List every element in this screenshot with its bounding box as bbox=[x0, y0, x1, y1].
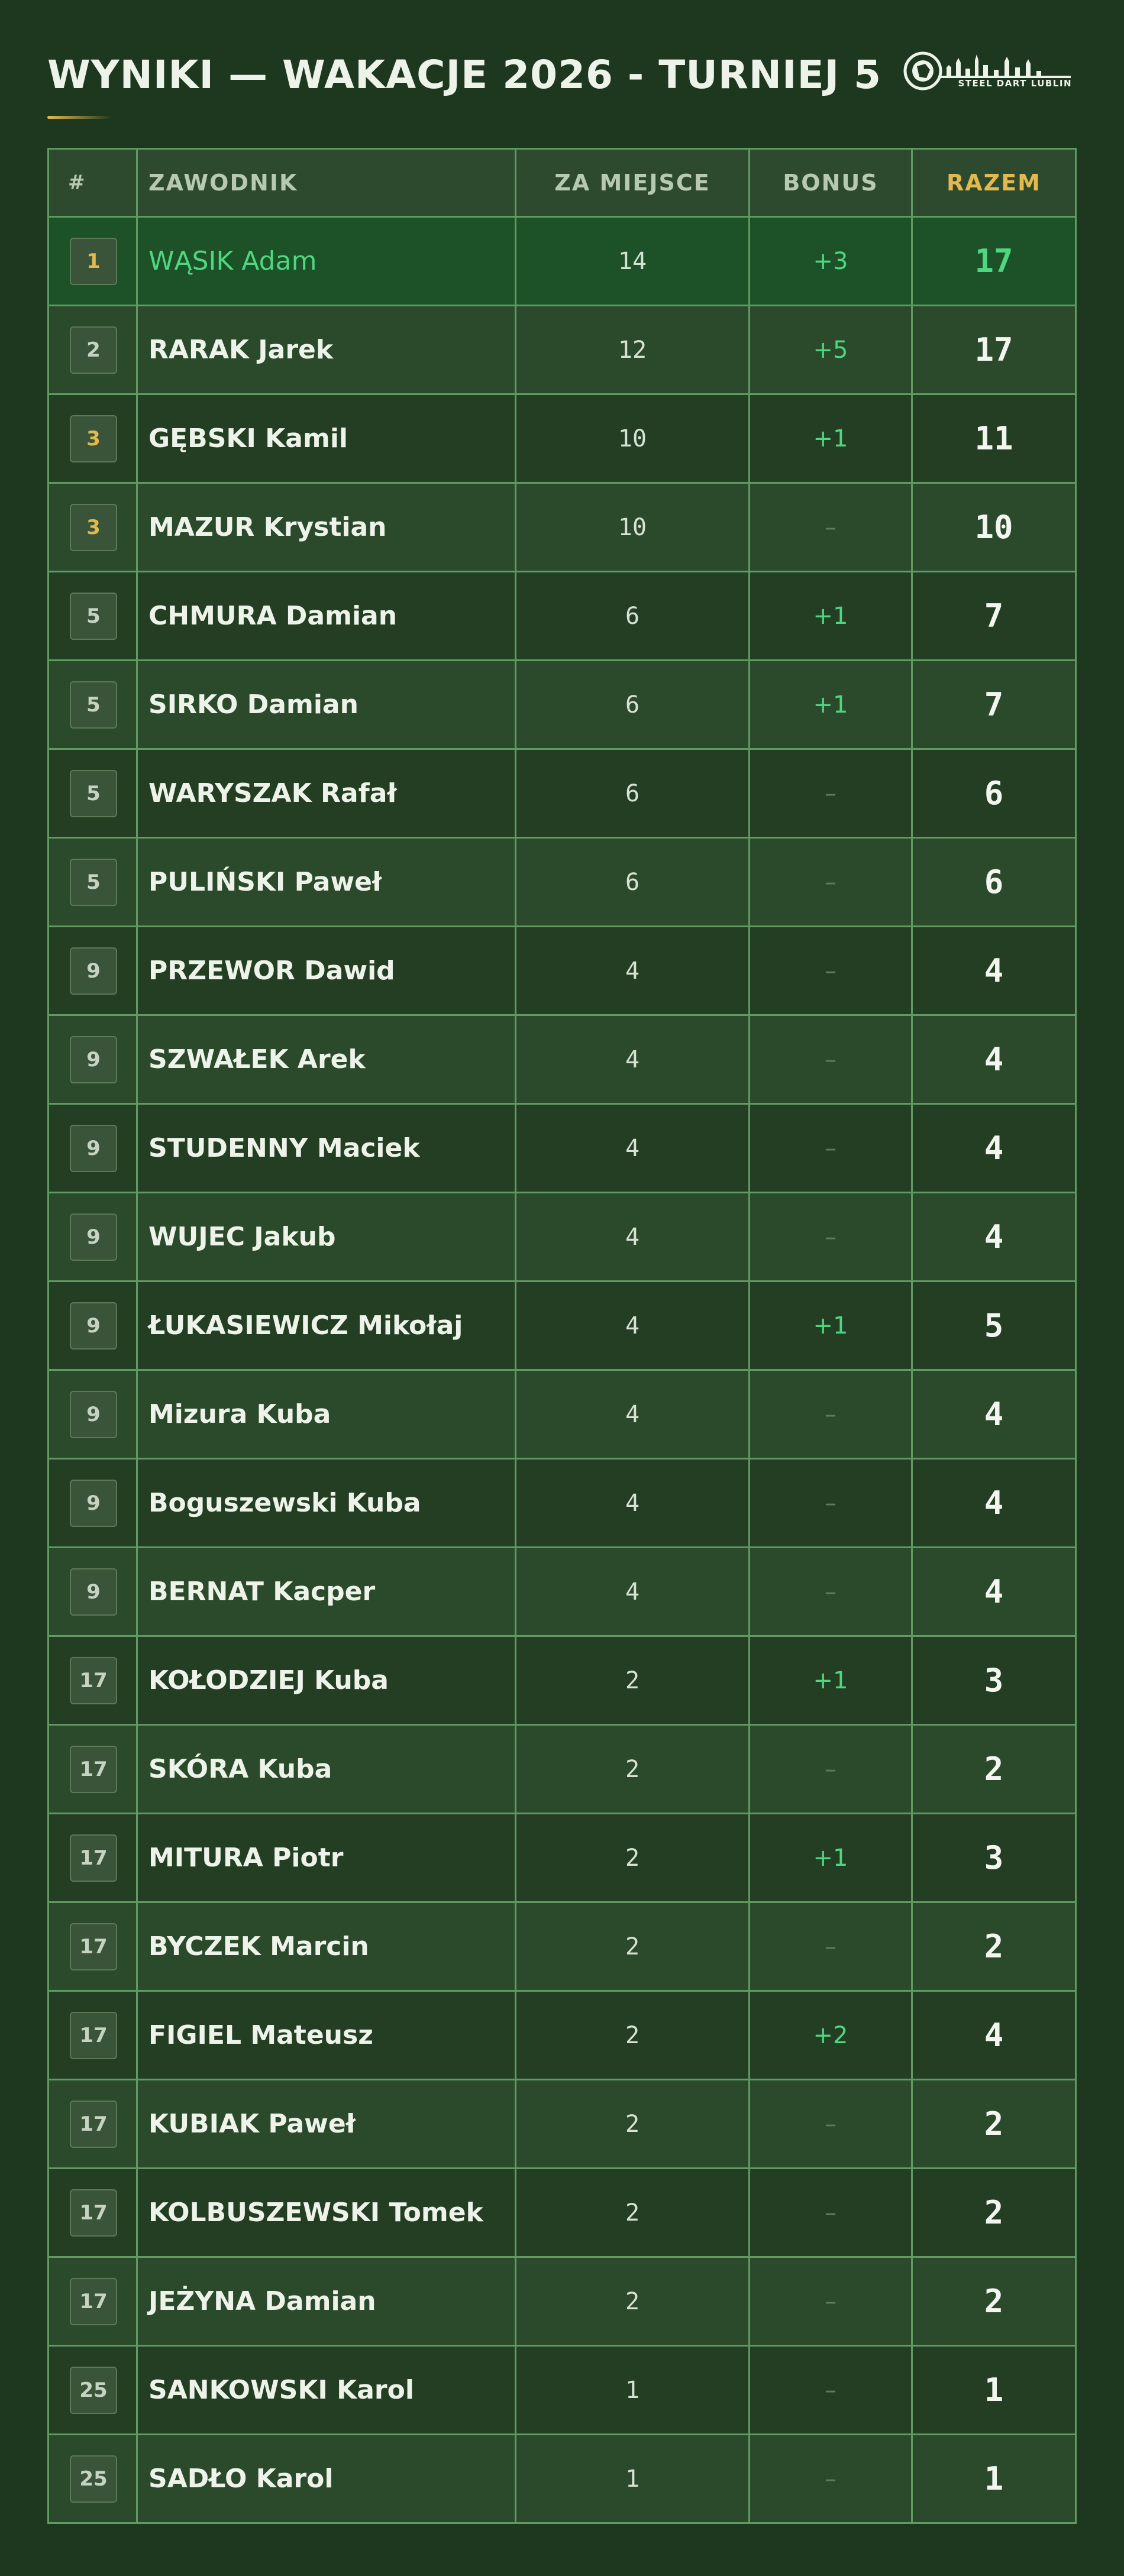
rank-cell bbox=[49, 839, 138, 925]
player-name: ŁUKASIEWICZ Mikołaj bbox=[138, 1282, 516, 1369]
rank-badge: 17 bbox=[70, 2189, 117, 2237]
rank-badge: 5 bbox=[70, 681, 117, 729]
place-points: 2 bbox=[516, 1726, 750, 1813]
rank-badge: 17 bbox=[70, 1746, 117, 1793]
total-points: 4 bbox=[984, 952, 1004, 989]
total-points: 2 bbox=[984, 2105, 1004, 2143]
player-name: SKÓRA Kuba bbox=[138, 1726, 516, 1813]
table-row bbox=[49, 572, 1075, 661]
rank-badge: 25 bbox=[70, 2367, 117, 2414]
table-row bbox=[49, 2080, 1075, 2169]
rank-cell bbox=[49, 1193, 138, 1280]
rank-cell bbox=[49, 2347, 138, 2433]
bonus-points: – bbox=[750, 1726, 913, 1813]
rank-cell bbox=[49, 1726, 138, 1813]
place-points: 6 bbox=[516, 572, 750, 659]
rank-badge: 2 bbox=[70, 326, 117, 374]
rank-cell bbox=[49, 750, 138, 837]
bonus-points: – bbox=[750, 1459, 913, 1546]
rank-badge: 9 bbox=[70, 1125, 117, 1172]
rank-cell bbox=[49, 927, 138, 1014]
rank-badge: 1 bbox=[70, 238, 117, 285]
rank-cell bbox=[49, 218, 138, 305]
table-row bbox=[49, 1814, 1075, 1903]
place-points: 6 bbox=[516, 839, 750, 925]
table-row bbox=[49, 1992, 1075, 2080]
place-points: 2 bbox=[516, 2169, 750, 2256]
total-points: 7 bbox=[984, 686, 1004, 723]
player-name: MITURA Piotr bbox=[138, 1814, 516, 1901]
bonus-points: – bbox=[750, 839, 913, 925]
rank-cell bbox=[49, 1105, 138, 1192]
rank-cell bbox=[49, 1992, 138, 2079]
total-points: 4 bbox=[984, 2017, 1004, 2054]
rank-cell bbox=[49, 1903, 138, 1990]
place-points: 2 bbox=[516, 1637, 750, 1724]
rank-badge: 17 bbox=[70, 2101, 117, 2148]
rank-cell bbox=[49, 1371, 138, 1458]
bonus-points: – bbox=[750, 2435, 913, 2522]
player-name: SZWAŁEK Arek bbox=[138, 1016, 516, 1103]
player-name: PULIŃSKI Paweł bbox=[138, 839, 516, 925]
logo-graphic bbox=[899, 47, 1077, 101]
place-points: 2 bbox=[516, 2080, 750, 2167]
place-points: 4 bbox=[516, 1016, 750, 1103]
logo-text: STEEL DART LUBLIN bbox=[958, 78, 1072, 89]
place-points: 6 bbox=[516, 750, 750, 837]
table-row bbox=[49, 2169, 1075, 2258]
total-points: 10 bbox=[974, 509, 1013, 546]
rank-cell bbox=[49, 1459, 138, 1546]
rank-cell bbox=[49, 2080, 138, 2167]
column-header-player: ZAWODNIK bbox=[138, 150, 516, 216]
table-row bbox=[49, 1726, 1075, 1814]
place-points: 1 bbox=[516, 2435, 750, 2522]
player-name: WĄSIK Adam bbox=[138, 218, 516, 305]
rank-badge: 17 bbox=[70, 1834, 117, 1882]
place-points: 2 bbox=[516, 1814, 750, 1901]
bonus-points: – bbox=[750, 2080, 913, 2167]
rank-cell bbox=[49, 661, 138, 748]
rank-badge: 3 bbox=[70, 415, 117, 462]
bonus-points: – bbox=[750, 1548, 913, 1635]
place-points: 4 bbox=[516, 1193, 750, 1280]
rank-badge: 9 bbox=[70, 1036, 117, 1083]
place-points: 1 bbox=[516, 2347, 750, 2433]
table-row bbox=[49, 839, 1075, 927]
table-row bbox=[49, 1903, 1075, 1992]
bonus-points: – bbox=[750, 2347, 913, 2433]
rank-cell bbox=[49, 2258, 138, 2345]
rank-badge: 17 bbox=[70, 1923, 117, 1970]
page-title: WYNIKI — WAKACJE 2026 - TURNIEJ 5 bbox=[47, 52, 882, 98]
bonus-points: – bbox=[750, 1193, 913, 1280]
place-points: 4 bbox=[516, 1282, 750, 1369]
table-row bbox=[49, 2435, 1075, 2522]
table-row bbox=[49, 218, 1075, 306]
player-name: PRZEWOR Dawid bbox=[138, 927, 516, 1014]
table-row bbox=[49, 306, 1075, 395]
total-points: 3 bbox=[984, 1839, 1004, 1876]
player-name: WUJEC Jakub bbox=[138, 1193, 516, 1280]
steel-dart-lublin-logo-icon bbox=[899, 47, 1077, 101]
bonus-points: +1 bbox=[750, 395, 913, 482]
total-points: 6 bbox=[984, 863, 1004, 901]
bonus-points: +3 bbox=[750, 218, 913, 305]
table-row bbox=[49, 927, 1075, 1016]
bonus-points: – bbox=[750, 2169, 913, 2256]
table-row bbox=[49, 1637, 1075, 1726]
rank-badge: 9 bbox=[70, 947, 117, 995]
place-points: 6 bbox=[516, 661, 750, 748]
rank-badge: 17 bbox=[70, 2012, 117, 2059]
total-points: 4 bbox=[984, 1218, 1004, 1255]
total-points: 17 bbox=[974, 331, 1013, 368]
player-name: BERNAT Kacper bbox=[138, 1548, 516, 1635]
place-points: 2 bbox=[516, 1992, 750, 2079]
total-points: 4 bbox=[984, 1484, 1004, 1522]
title-underline bbox=[47, 116, 112, 119]
rank-badge: 5 bbox=[70, 593, 117, 640]
place-points: 10 bbox=[516, 395, 750, 482]
player-name: WARYSZAK Rafał bbox=[138, 750, 516, 837]
player-name: BYCZEK Marcin bbox=[138, 1903, 516, 1990]
rank-badge: 5 bbox=[70, 770, 117, 817]
rank-badge: 3 bbox=[70, 504, 117, 551]
place-points: 14 bbox=[516, 218, 750, 305]
place-points: 12 bbox=[516, 306, 750, 393]
results-table bbox=[47, 148, 1077, 2524]
rank-badge: 5 bbox=[70, 859, 117, 906]
bonus-points: +2 bbox=[750, 1992, 913, 2079]
player-name: FIGIEL Mateusz bbox=[138, 1992, 516, 2079]
total-points: 7 bbox=[984, 597, 1004, 635]
total-points: 1 bbox=[984, 2371, 1004, 2409]
rank-badge: 9 bbox=[70, 1391, 117, 1438]
bonus-points: – bbox=[750, 1371, 913, 1458]
table-row bbox=[49, 1016, 1075, 1105]
table-row bbox=[49, 1105, 1075, 1193]
rank-cell bbox=[49, 572, 138, 659]
player-name: SADŁO Karol bbox=[138, 2435, 516, 2522]
player-name: RARAK Jarek bbox=[138, 306, 516, 393]
total-points: 11 bbox=[974, 420, 1013, 457]
rank-cell bbox=[49, 2435, 138, 2522]
rank-cell bbox=[49, 395, 138, 482]
bonus-points: +1 bbox=[750, 1637, 913, 1724]
rank-cell bbox=[49, 306, 138, 393]
total-points: 4 bbox=[984, 1041, 1004, 1078]
rank-badge: 9 bbox=[70, 1480, 117, 1527]
player-name: KOLBUSZEWSKI Tomek bbox=[138, 2169, 516, 2256]
player-name: KOŁODZIEJ Kuba bbox=[138, 1637, 516, 1724]
total-points: 2 bbox=[984, 1928, 1004, 1965]
rank-cell bbox=[49, 1282, 138, 1369]
bonus-points: +1 bbox=[750, 572, 913, 659]
total-points: 2 bbox=[984, 2283, 1004, 2320]
rank-badge: 9 bbox=[70, 1302, 117, 1350]
table-row bbox=[49, 395, 1075, 484]
table-row bbox=[49, 1548, 1075, 1637]
rank-badge: 9 bbox=[70, 1568, 117, 1616]
bonus-points: – bbox=[750, 750, 913, 837]
table-header-row bbox=[49, 150, 1075, 218]
table-row bbox=[49, 1459, 1075, 1548]
rank-badge: 9 bbox=[70, 1213, 117, 1261]
rank-cell bbox=[49, 1548, 138, 1635]
page-header bbox=[47, 47, 1077, 130]
player-name: GĘBSKI Kamil bbox=[138, 395, 516, 482]
player-name: STUDENNY Maciek bbox=[138, 1105, 516, 1192]
bonus-points: +1 bbox=[750, 661, 913, 748]
column-header-place-points: ZA MIEJSCE bbox=[516, 150, 750, 216]
player-name: SIRKO Damian bbox=[138, 661, 516, 748]
rank-cell bbox=[49, 2169, 138, 2256]
place-points: 10 bbox=[516, 484, 750, 571]
total-points: 4 bbox=[984, 1130, 1004, 1167]
table-row bbox=[49, 484, 1075, 572]
player-name: Mizura Kuba bbox=[138, 1371, 516, 1458]
player-name: SANKOWSKI Karol bbox=[138, 2347, 516, 2433]
place-points: 4 bbox=[516, 927, 750, 1014]
column-header-total: RAZEM bbox=[947, 170, 1041, 196]
table-row bbox=[49, 1371, 1075, 1459]
bonus-points: – bbox=[750, 2258, 913, 2345]
total-points: 2 bbox=[984, 1750, 1004, 1788]
column-header-rank: # bbox=[49, 150, 138, 216]
column-header-bonus: BONUS bbox=[750, 150, 913, 216]
player-name: Boguszewski Kuba bbox=[138, 1459, 516, 1546]
player-name: JEŻYNA Damian bbox=[138, 2258, 516, 2345]
rank-badge: 25 bbox=[70, 2455, 117, 2503]
place-points: 2 bbox=[516, 2258, 750, 2345]
place-points: 2 bbox=[516, 1903, 750, 1990]
total-points: 4 bbox=[984, 1396, 1004, 1433]
total-points: 1 bbox=[984, 2460, 1004, 2497]
total-points: 2 bbox=[984, 2194, 1004, 2231]
bonus-points: – bbox=[750, 484, 913, 571]
bonus-points: – bbox=[750, 1903, 913, 1990]
total-points: 17 bbox=[974, 242, 1013, 280]
rank-cell bbox=[49, 484, 138, 571]
total-points: 4 bbox=[984, 1573, 1004, 1610]
bonus-points: – bbox=[750, 1016, 913, 1103]
table-row bbox=[49, 2347, 1075, 2435]
table-row bbox=[49, 2258, 1075, 2347]
total-points: 6 bbox=[984, 775, 1004, 812]
bonus-points: +1 bbox=[750, 1814, 913, 1901]
rank-cell bbox=[49, 1637, 138, 1724]
total-points: 5 bbox=[984, 1307, 1004, 1344]
rank-badge: 17 bbox=[70, 1657, 117, 1704]
place-points: 4 bbox=[516, 1371, 750, 1458]
table-row bbox=[49, 1193, 1075, 1282]
place-points: 4 bbox=[516, 1459, 750, 1546]
bonus-points: +5 bbox=[750, 306, 913, 393]
place-points: 4 bbox=[516, 1548, 750, 1635]
total-points: 3 bbox=[984, 1662, 1004, 1699]
table-row bbox=[49, 1282, 1075, 1371]
bonus-points: +1 bbox=[750, 1282, 913, 1369]
table-row bbox=[49, 661, 1075, 750]
table-row bbox=[49, 750, 1075, 839]
bonus-points: – bbox=[750, 1105, 913, 1192]
player-name: CHMURA Damian bbox=[138, 572, 516, 659]
bonus-points: – bbox=[750, 927, 913, 1014]
rank-badge: 17 bbox=[70, 2278, 117, 2325]
player-name: MAZUR Krystian bbox=[138, 484, 516, 571]
rank-cell bbox=[49, 1814, 138, 1901]
player-name: KUBIAK Paweł bbox=[138, 2080, 516, 2167]
place-points: 4 bbox=[516, 1105, 750, 1192]
rank-cell bbox=[49, 1016, 138, 1103]
